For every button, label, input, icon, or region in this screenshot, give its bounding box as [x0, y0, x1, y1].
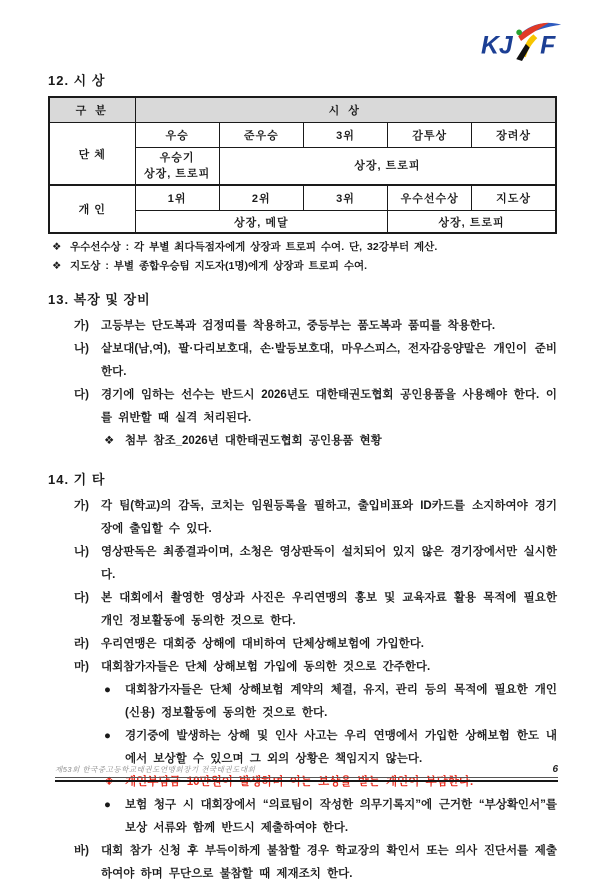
item-text: 대회 참가 신청 후 부득이하게 불참할 경우 학교장의 확인서 또는 의사 진단서를 제출하여야 하며 무단으로 불참할 때 제재조치 한다.	[101, 845, 557, 880]
etc-item	[48, 633, 557, 656]
diamond-icon: ❖	[52, 260, 62, 272]
etc-item	[48, 840, 557, 886]
awards-team-ranks-row	[49, 123, 556, 148]
footnote-best-player	[48, 238, 557, 257]
item-text: 고등부는 단도복과 검정띠를 착용하고, 중등부는 품도복과 품띠를 착용한다.	[101, 320, 496, 332]
item-text: 각 팀(학교)의 감독, 코치는 임원등록을 필하고, 출입비표와 ID카드를 소지하여야 경기장에 출입할 수 있다.	[101, 500, 557, 535]
warning-text: 개인부담금 10만원이 발생하며 이는 보상을 받는 개인이 부담한다.	[125, 776, 474, 788]
item-text: 대회참가자들은 단체 상해보험 가입에 동의한 것으로 간주한다.	[101, 661, 431, 673]
footer-row	[55, 764, 558, 775]
awards-team-rank-cell: 감투상	[388, 123, 472, 148]
etc-item	[48, 495, 557, 541]
awards-ind-rank-cell: 3위	[303, 185, 387, 211]
footnote-coach-award	[48, 257, 557, 276]
etc-item	[48, 541, 557, 587]
item-label: 가)	[74, 320, 89, 332]
section-heading-attire: 13. 복장 및 장비	[48, 292, 151, 307]
diamond-icon: ❖	[104, 776, 115, 788]
item-label: 가)	[74, 500, 89, 512]
awards-team-label-cell: 단 체	[49, 123, 135, 186]
sub-bullet-text: 보험 청구 시 대회장에서 “의료팀이 작성한 의무기록지”에 근거한 “부상확인서”를 보상 서류와 함께 반드시 제출하여야 한다.	[125, 799, 557, 834]
awards-team-merged-prize-cell: 상장, 트로피	[219, 148, 556, 186]
sub-bullet-text: 대회참가자들은 단체 상해보험 계약의 체결, 유지, 관리 등의 목적에 필요한 개인(신용) 정보활동에 동의한 것으로 한다.	[125, 684, 557, 719]
awards-ind-prize-left-cell: 상장, 메달	[135, 211, 388, 234]
note-text: 첨부 참조_2026년 대한태권도협회 공인용품 현황	[125, 435, 382, 447]
attire-item	[48, 315, 557, 338]
footer-rule	[55, 777, 558, 782]
section-heading-awards: 12. 시 상	[48, 73, 106, 88]
logo-letters-kj: KJ	[480, 32, 513, 60]
sub-bullet-text: 경기중에 발생하는 상해 및 인사 사고는 우리 연맹에서 가입한 상해보험 한도 내에서 보상할 수 있으며 그 외의 상황은 책임지지 않는다.	[125, 730, 557, 765]
item-label: 바)	[74, 845, 89, 857]
attire-item	[48, 338, 557, 384]
awards-team-rank-cell: 준우승	[219, 123, 303, 148]
awards-ind-rank-cell: 1위	[135, 185, 219, 211]
diamond-icon: ❖	[52, 241, 62, 253]
bullet-icon: ●	[104, 799, 111, 811]
awards-team-rank-cell: 우승	[135, 123, 219, 148]
page-number: 6	[552, 764, 558, 775]
item-label: 다)	[74, 389, 89, 401]
awards-ind-rank-cell: 2위	[219, 185, 303, 211]
item-label: 다)	[74, 592, 89, 604]
awards-ind-prize-right-cell: 상장, 트로피	[388, 211, 556, 234]
item-label: 마)	[74, 661, 89, 673]
page-footer	[55, 764, 558, 782]
footnote-text: 지도상 : 부별 종합우승팀 지도자(1명)에게 상장과 트로피 수여.	[70, 260, 368, 272]
awards-team-rank-cell: 장려상	[472, 123, 556, 148]
item-text: 우리연맹은 대회중 상해에 대비하여 단체상해보험에 가입한다.	[101, 638, 425, 650]
awards-footnotes	[48, 238, 557, 276]
logo-letter-f: F	[540, 32, 556, 60]
footnote-text: 우수선수상 : 각 부별 최다득점자에게 상장과 트로피 수여. 단, 32강부터 계산.	[70, 241, 438, 253]
awards-ind-rank-cell: 지도상	[472, 185, 556, 211]
team-prize-line2: 상장, 트로피	[143, 168, 211, 180]
awards-ind-rank-cell: 우수선수상	[388, 185, 472, 211]
etc-item	[48, 587, 557, 633]
awards-table	[48, 96, 557, 234]
awards-team-rank-cell: 3위	[303, 123, 387, 148]
bullet-icon: ●	[104, 730, 111, 742]
awards-table-header-row	[49, 97, 556, 123]
diamond-icon: ❖	[104, 435, 115, 447]
insurance-sub-bullet	[48, 794, 557, 840]
team-prize-line1: 우승기	[159, 152, 195, 164]
logo-black-leg	[516, 44, 529, 61]
attire-item	[48, 384, 557, 430]
logo-head-dot	[516, 30, 522, 36]
item-label: 나)	[74, 546, 89, 558]
awards-individual-ranks-row	[49, 185, 556, 211]
etc-item	[48, 656, 557, 679]
item-text: 영상판독은 최종결과이며, 소청은 영상판독이 설치되어 있지 않은 경기장에서만 실시한다.	[101, 546, 557, 581]
insurance-sub-bullet	[48, 679, 557, 725]
section-heading-etc: 14. 기 타	[48, 472, 106, 487]
item-label: 라)	[74, 638, 89, 650]
awards-table-corner-cell: 구 분	[49, 97, 135, 123]
awards-individual-label-cell: 개 인	[49, 185, 135, 233]
item-label: 나)	[74, 343, 89, 355]
awards-team-winner-prize-cell	[135, 148, 219, 186]
item-text: 본 대회에서 촬영한 영상과 사진은 우리연맹의 홍보 및 교육자료 활용 목적에 필요한 개인 정보활동에 동의한 것으로 한다.	[101, 592, 557, 627]
attire-attachment-note	[48, 430, 557, 453]
item-text: 경기에 임하는 선수는 반드시 2026년도 대한태권도협회 공인용품을 사용해야 한다. 이를 위반할 때 실격 처리된다.	[101, 389, 557, 424]
item-text: 샅보대(남,여), 팔·다리보호대, 손·발등보호대, 마우스피스, 전자감응양말은 개인이 준비한다.	[101, 343, 557, 378]
footer-document-title: 제53회 한국중고등학교태권도연맹회장기 전국태권도대회	[55, 765, 256, 774]
kjtf-logo	[480, 18, 564, 64]
bullet-icon: ●	[104, 684, 111, 696]
awards-table-header-cell: 시 상	[135, 97, 556, 123]
